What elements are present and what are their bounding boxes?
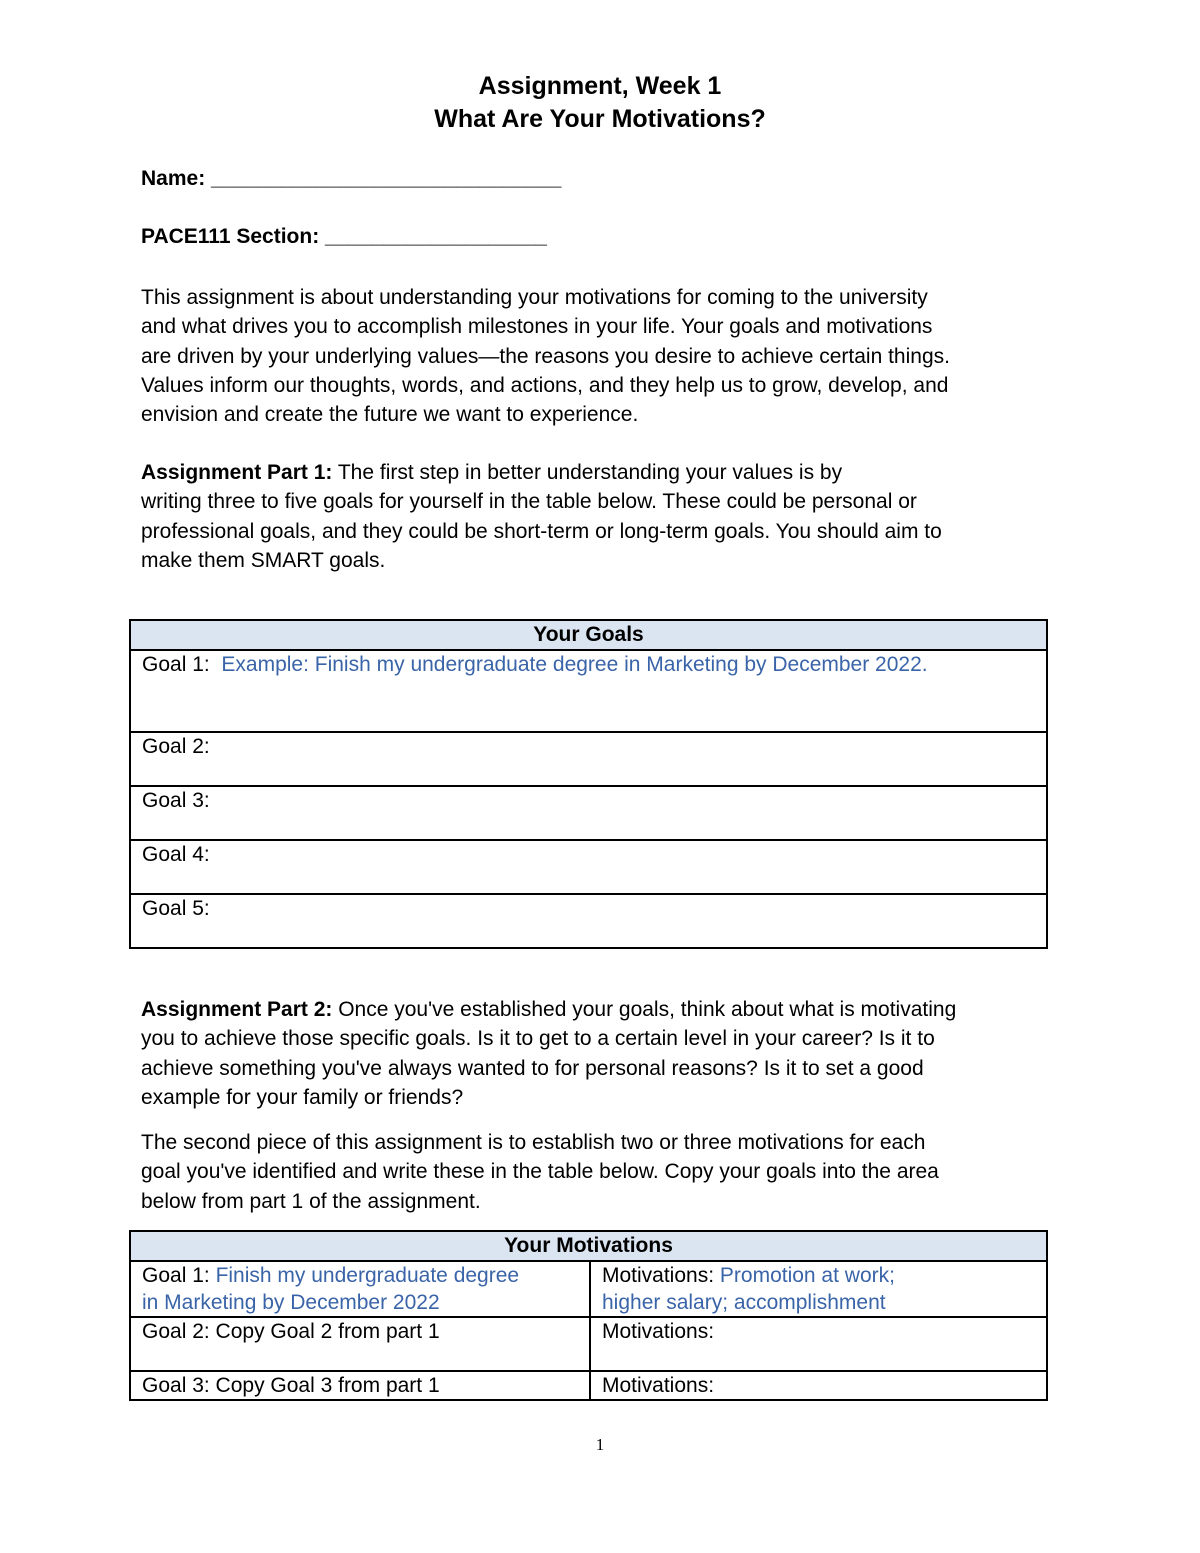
mot-goal-1-text: Finish my undergraduate degree xyxy=(215,1264,520,1287)
goals-table-header: Your Goals xyxy=(130,620,1047,650)
intro-line: Values inform our thoughts, words, and actions, and they help us to grow, develop, and xyxy=(141,373,949,397)
section-field xyxy=(141,225,547,249)
mot-goal-1-text-2: in Marketing by December 2022 xyxy=(142,1291,440,1314)
goal-2-cell[interactable]: Goal 2: xyxy=(130,732,1047,786)
motivations-table xyxy=(129,1230,1048,1401)
page-subtitle: What Are Your Motivations? xyxy=(434,105,766,133)
part1-line: make them SMART goals. xyxy=(141,548,386,572)
intro-line: This assignment is about understanding your motivations for coming to the university xyxy=(141,286,928,309)
part1-paragraph xyxy=(141,458,1071,575)
part2-label: Assignment Part 2: xyxy=(141,998,333,1021)
goal-1-example: Example: Finish my undergraduate degree in Marketing by December 2022. xyxy=(221,653,928,676)
goal-5-cell[interactable]: Goal 5: xyxy=(130,894,1047,948)
mot-2-cell[interactable]: Motivations: xyxy=(590,1317,1047,1371)
part2-line: you to achieve those specific goals. Is it to get to a certain level in your career? Is it to xyxy=(141,1027,935,1051)
mot-goal-2-cell[interactable]: Goal 2: Copy Goal 2 from part 1 xyxy=(130,1317,590,1371)
part2-second-line: goal you've identified and write these in the table below. Copy your goals into the area xyxy=(141,1160,939,1184)
mot-3-cell[interactable]: Motivations: xyxy=(590,1371,1047,1400)
part2-second-line: below from part 1 of the assignment. xyxy=(141,1189,481,1213)
mot-1-label: Motivations: xyxy=(602,1264,715,1287)
mot-goal-3-cell[interactable]: Goal 3: Copy Goal 3 from part 1 xyxy=(130,1371,590,1400)
name-blank: ______________________________ xyxy=(211,167,562,190)
goal-1-label: Goal 1: xyxy=(142,653,210,676)
part2-second-line: The second piece of this assignment is to establish two or three motivations for each xyxy=(141,1131,926,1154)
section-blank: ___________________ xyxy=(325,225,547,248)
part2-line: example for your family or friends? xyxy=(141,1085,464,1109)
mot-1-text-2: higher salary; accomplishment xyxy=(602,1291,886,1314)
mot-goal-1-label: Goal 1: xyxy=(142,1264,210,1287)
motivations-table-header: Your Motivations xyxy=(130,1231,1047,1261)
part1-line: writing three to five goals for yourself in the table below. These could be personal or xyxy=(141,490,917,514)
part2-second-paragraph xyxy=(141,1128,1071,1216)
intro-line: are driven by your underlying values—the reasons you desire to achieve certain things. xyxy=(141,344,950,368)
goal-4-cell[interactable]: Goal 4: xyxy=(130,840,1047,894)
goal-1-cell[interactable] xyxy=(130,650,1047,732)
goals-table xyxy=(129,619,1048,949)
intro-paragraph xyxy=(141,283,1071,429)
part2-line: achieve something you've always wanted to for personal reasons? Is it to set a good xyxy=(141,1056,924,1080)
page-number: 1 xyxy=(595,1435,605,1454)
part2-paragraph xyxy=(141,995,1071,1112)
name-field xyxy=(141,167,561,191)
mot-goal-1-cell[interactable] xyxy=(130,1261,590,1317)
goal-3-cell[interactable]: Goal 3: xyxy=(130,786,1047,840)
section-label: PACE111 Section: xyxy=(141,225,320,248)
page-title: Assignment, Week 1 xyxy=(478,72,722,100)
part1-line: The first step in better understanding your values is by xyxy=(332,461,843,484)
intro-line: and what drives you to accomplish milestones in your life. Your goals and motivations xyxy=(141,315,933,339)
mot-1-cell[interactable] xyxy=(590,1261,1047,1317)
part1-line: professional goals, and they could be short-term or long-term goals. You should aim to xyxy=(141,519,942,543)
name-label: Name: xyxy=(141,167,206,190)
mot-1-text: Promotion at work; xyxy=(719,1264,895,1287)
part2-line: Once you've established your goals, think about what is motivating xyxy=(332,998,957,1021)
part1-label: Assignment Part 1: xyxy=(141,461,333,484)
intro-line: envision and create the future we want to experience. xyxy=(141,403,639,427)
